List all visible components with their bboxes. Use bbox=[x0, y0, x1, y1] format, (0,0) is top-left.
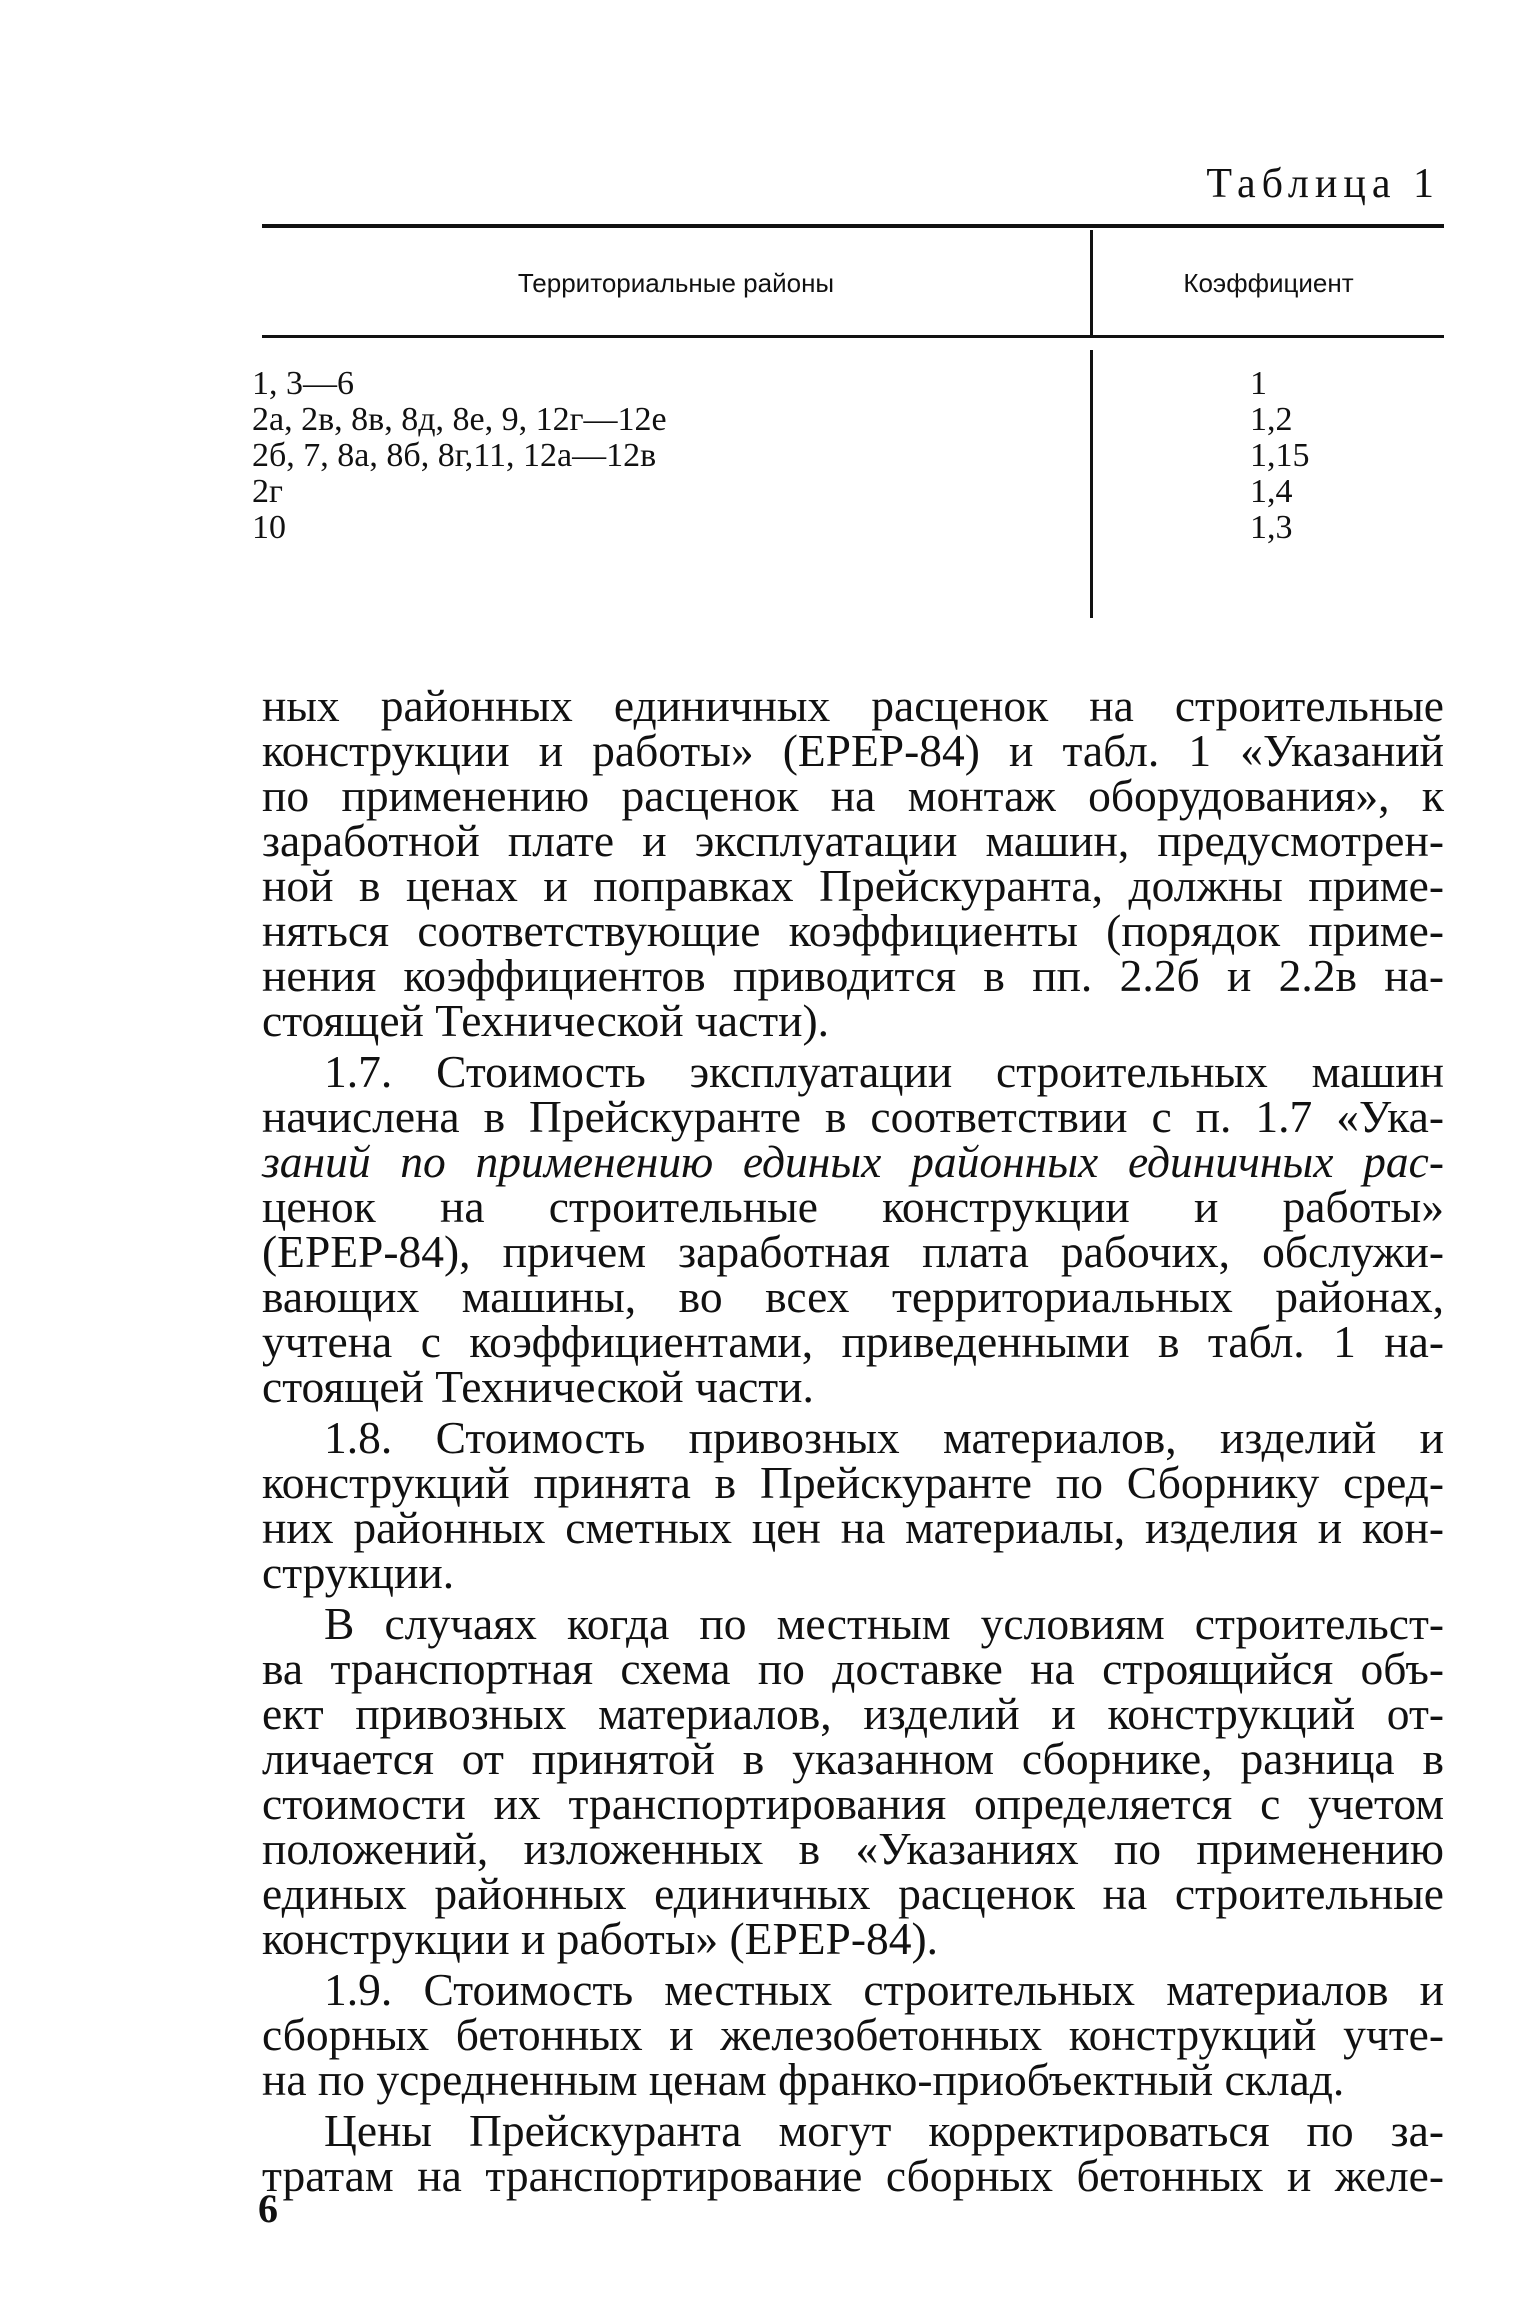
table-caption: Таблица 1 bbox=[1206, 161, 1440, 207]
table-header-regions: Территориальные районы bbox=[517, 268, 835, 298]
paragraph-1-8 bbox=[262, 1412, 1444, 1598]
text-line: начислена в Прейскуранте в соответствии с п. 1.7 «Ука- bbox=[262, 1091, 1444, 1142]
body-text bbox=[262, 680, 1444, 2201]
table-cell-coefficient: 1 bbox=[1250, 365, 1267, 402]
text-line: стоимости их транспортирования определяется с учетом bbox=[262, 1778, 1444, 1829]
text-line: ных районных единичных расценок на строительные bbox=[262, 680, 1444, 731]
paragraph-transport bbox=[262, 1598, 1444, 1964]
text-line: положений, изложенных в «Указаниях по применению bbox=[262, 1823, 1444, 1874]
text-line: сборных бетонных и железобетонных конструкций учте- bbox=[262, 2009, 1444, 2060]
paragraph-1-9 bbox=[262, 1964, 1444, 2105]
page-number: 6 bbox=[258, 2186, 278, 2231]
table-cell-regions: 2г bbox=[252, 473, 283, 510]
table-coefficient-column bbox=[1250, 366, 1410, 546]
text-line: конструкций принята в Прейскуранте по Сборнику сред- bbox=[262, 1457, 1444, 1508]
text-line: стоящей Технической части). bbox=[262, 995, 830, 1046]
table-cell-coefficient: 1,4 bbox=[1250, 473, 1293, 510]
text-line: личается от принятой в указанном сборнике, разница в bbox=[262, 1733, 1444, 1784]
text-line: ва транспортная схема по доставке на строящийся объ- bbox=[262, 1643, 1444, 1694]
text-line: Цены Прейскуранта могут корректироваться по за- bbox=[324, 2105, 1444, 2156]
table-cell-coefficient: 1,3 bbox=[1250, 509, 1293, 546]
table-top-rule bbox=[262, 224, 1444, 228]
paragraph-continuation bbox=[262, 680, 1444, 1046]
table-cell-regions: 2а, 2в, 8в, 8д, 8е, 9, 12г—12е bbox=[252, 401, 667, 438]
text-line: по применению расценок на монтаж оборудования», к bbox=[262, 770, 1444, 821]
text-line: конструкции и работы» (ЕРЕР-84). bbox=[262, 1913, 939, 1964]
paragraph-prices bbox=[262, 2105, 1444, 2201]
table-body-column-divider bbox=[1090, 350, 1093, 618]
text-line-italic: заний по применению единых районных единичных рас- bbox=[262, 1136, 1444, 1187]
paragraph-1-7 bbox=[262, 1046, 1444, 1412]
text-line: ект привозных материалов, изделий и конструкций от- bbox=[262, 1688, 1444, 1739]
text-line: В случаях когда по местным условиям строительст- bbox=[324, 1598, 1444, 1649]
text-line: заработной плате и эксплуатации машин, предусмотрен- bbox=[262, 815, 1444, 866]
text-line: вающих машины, во всех территориальных районах, bbox=[262, 1271, 1444, 1322]
text-line: стоящей Технической части. bbox=[262, 1361, 814, 1412]
text-line: единых районных единичных расценок на строительные bbox=[262, 1868, 1444, 1919]
table-cell-coefficient: 1,15 bbox=[1250, 437, 1310, 474]
text-line: на по усредненным ценам франко-приобъектный склад. bbox=[262, 2054, 1345, 2105]
text-line: 1.8. Стоимость привозных материалов, изделий и bbox=[324, 1412, 1444, 1463]
table-regions-column bbox=[252, 366, 1072, 546]
table-header-coefficient: Коэффициент bbox=[1183, 268, 1354, 298]
text-line: них районных сметных цен на материалы, изделия и кон- bbox=[262, 1502, 1444, 1553]
table-header-rule bbox=[262, 335, 1444, 338]
table-cell-regions: 2б, 7, 8а, 8б, 8г,11, 12а—12в bbox=[252, 437, 657, 474]
text-line: учтена с коэффициентами, приведенными в табл. 1 на- bbox=[262, 1316, 1444, 1367]
text-line: няться соответствующие коэффициенты (порядок приме- bbox=[262, 905, 1444, 956]
text-line: тратам на транспортирование сборных бетонных и желе- bbox=[262, 2150, 1444, 2201]
text-line: конструкции и работы» (ЕРЕР-84) и табл. 1 «Указаний bbox=[262, 725, 1444, 776]
text-line: струкции. bbox=[262, 1547, 455, 1598]
text-line: 1.9. Стоимость местных строительных материалов и bbox=[324, 1964, 1444, 2015]
table-cell-coefficient: 1,2 bbox=[1250, 401, 1293, 438]
text-line: (ЕРЕР-84), причем заработная плата рабочих, обслужи- bbox=[262, 1226, 1444, 1277]
text-line: 1.7. Стоимость эксплуатации строительных машин bbox=[324, 1046, 1444, 1097]
table-cell-regions: 1, 3—6 bbox=[252, 365, 354, 402]
text-line: нения коэффициентов приводится в пп. 2.2б и 2.2в на- bbox=[262, 950, 1444, 1001]
text-line: ной в ценах и поправках Прейскуранта, должны приме- bbox=[262, 860, 1444, 911]
table-cell-regions: 10 bbox=[252, 509, 286, 546]
text-line: ценок на строительные конструкции и работы» bbox=[262, 1181, 1444, 1232]
